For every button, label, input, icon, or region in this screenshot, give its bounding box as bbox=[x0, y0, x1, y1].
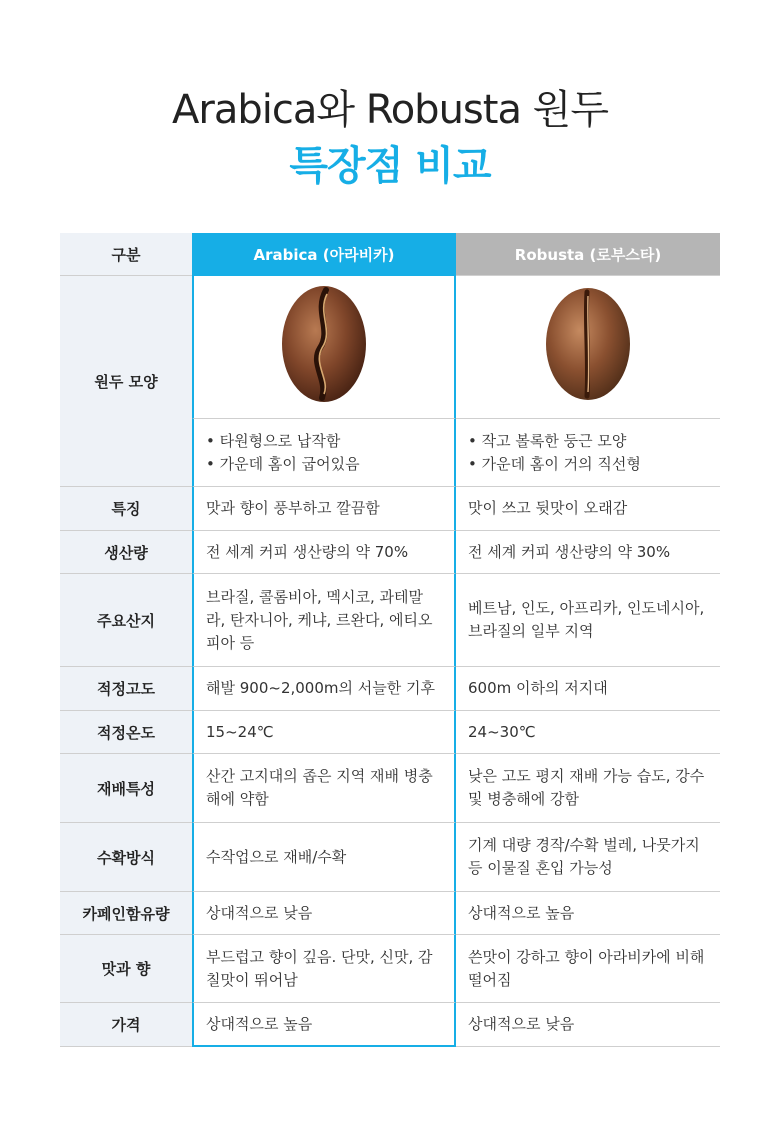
row-label: 가격 bbox=[60, 1003, 192, 1047]
arabica-cell: 상대적으로 높음 bbox=[192, 1003, 456, 1047]
arabica-cell: 상대적으로 낮음 bbox=[192, 892, 456, 935]
arabica-bean-cell bbox=[192, 276, 456, 419]
header-category: 구분 bbox=[60, 233, 192, 276]
arabica-cell: 산간 고지대의 좁은 지역 재배 병충해에 약함 bbox=[192, 754, 456, 823]
row-label: 카페인함유량 bbox=[60, 892, 192, 935]
page-subtitle: 특장점 비교 bbox=[289, 143, 491, 189]
table-header-row bbox=[60, 233, 720, 276]
list-item: • 작고 볼록한 둥근 모양 bbox=[468, 430, 708, 453]
table-row bbox=[60, 711, 720, 754]
table-row bbox=[60, 892, 720, 935]
table-row bbox=[60, 823, 720, 892]
table-row bbox=[60, 754, 720, 823]
row-label: 수확방식 bbox=[60, 823, 192, 892]
row-label: 특징 bbox=[60, 487, 192, 531]
row-label: 생산량 bbox=[60, 531, 192, 574]
row-label: 적정온도 bbox=[60, 711, 192, 754]
robusta-cell: 상대적으로 낮음 bbox=[456, 1003, 720, 1047]
table-row bbox=[60, 667, 720, 711]
arabica-cell: 브라질, 콜롬비아, 멕시코, 과테말라, 탄자니아, 케냐, 르완다, 에티오피아 등 bbox=[192, 574, 456, 667]
arabica-cell: 해발 900~2,000m의 서늘한 기후 bbox=[192, 667, 456, 711]
robusta-cell: 쓴맛이 강하고 향이 아라비카에 비해 떨어짐 bbox=[456, 935, 720, 1003]
arabica-shape-text bbox=[192, 419, 456, 487]
arabica-cell: 부드럽고 향이 깊음. 단맛, 신맛, 감칠맛이 뛰어남 bbox=[192, 935, 456, 1003]
robusta-cell: 베트남, 인도, 아프리카, 인도네시아, 브라질의 일부 지역 bbox=[456, 574, 720, 667]
robusta-cell: 600m 이하의 저지대 bbox=[456, 667, 720, 711]
robusta-bean-cell bbox=[456, 276, 720, 419]
robusta-cell: 전 세계 커피 생산량의 약 30% bbox=[456, 531, 720, 574]
header-arabica: Arabica (아라비카) bbox=[192, 233, 456, 276]
list-item: • 가운데 홈이 굽어있음 bbox=[206, 453, 442, 476]
header-robusta: Robusta (로부스타) bbox=[456, 233, 720, 276]
robusta-bean-image bbox=[540, 282, 636, 406]
robusta-cell: 24~30℃ bbox=[456, 711, 720, 754]
row-label-shape: 원두 모양 bbox=[60, 276, 192, 487]
arabica-cell: 15~24℃ bbox=[192, 711, 456, 754]
row-label: 주요산지 bbox=[60, 574, 192, 667]
robusta-cell: 맛이 쓰고 뒷맛이 오래감 bbox=[456, 487, 720, 531]
row-label: 적정고도 bbox=[60, 667, 192, 711]
robusta-cell: 상대적으로 높음 bbox=[456, 892, 720, 935]
shape-image-row bbox=[60, 276, 720, 419]
row-label: 재배특성 bbox=[60, 754, 192, 823]
row-label: 맛과 향 bbox=[60, 935, 192, 1003]
list-item: • 가운데 홈이 거의 직선형 bbox=[468, 453, 708, 476]
robusta-cell: 낮은 고도 평지 재배 가능 습도, 강수 및 병충해에 강함 bbox=[456, 754, 720, 823]
list-item: • 타원형으로 납작함 bbox=[206, 430, 442, 453]
page-title: Arabica와 Robusta 원두 bbox=[172, 87, 608, 133]
arabica-cell: 전 세계 커피 생산량의 약 70% bbox=[192, 531, 456, 574]
arabica-bean-image bbox=[274, 282, 374, 406]
table-row bbox=[60, 574, 720, 667]
arabica-cell: 수작업으로 재배/수확 bbox=[192, 823, 456, 892]
robusta-cell: 기계 대량 경작/수확 벌레, 나뭇가지 등 이물질 혼입 가능성 bbox=[456, 823, 720, 892]
table-row bbox=[60, 1003, 720, 1047]
comparison-table bbox=[60, 233, 720, 1047]
table-row bbox=[60, 531, 720, 574]
table-row bbox=[60, 487, 720, 531]
robusta-shape-text bbox=[456, 419, 720, 487]
arabica-cell: 맛과 향이 풍부하고 깔끔함 bbox=[192, 487, 456, 531]
table-row bbox=[60, 935, 720, 1003]
